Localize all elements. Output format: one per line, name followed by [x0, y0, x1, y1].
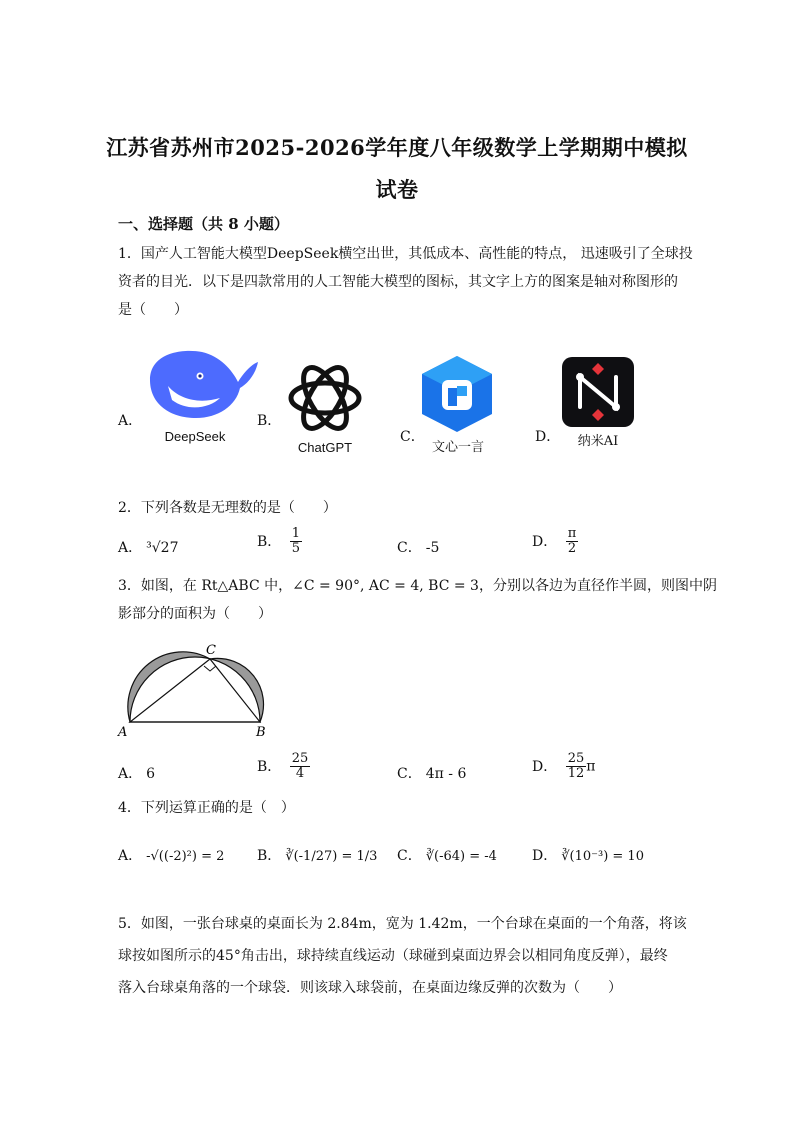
wenxin-cube-icon — [420, 354, 494, 434]
q3-option-d-suffix: π — [586, 758, 596, 775]
q1-option-a-caption: DeepSeek — [164, 429, 226, 444]
q2-option-a — [118, 537, 178, 557]
q2-option-b-fraction — [290, 527, 302, 556]
q1-option-d-caption: 纳米AI — [577, 434, 619, 449]
q3-option-b-fraction — [290, 752, 311, 781]
q1-option-c-caption: 文心一言 — [431, 440, 484, 455]
q4-option-d-label: D． — [532, 848, 558, 864]
q1-option-d-label: D． — [535, 429, 561, 445]
q3-option-b — [257, 752, 310, 781]
q1-stem-line2: 资者的目光．以下是四款常用的人工智能大模型的图标，其文字上方的图案是轴对称图形的 — [118, 274, 678, 290]
q2-option-b-denominator: 5 — [291, 541, 301, 556]
q3-option-c-label: C． — [397, 766, 422, 782]
q4-option-a-label: A． — [118, 848, 143, 864]
semicircle-figure — [110, 640, 280, 740]
q2-option-a-label: A． — [118, 540, 143, 556]
q2-option-d-denominator: 2 — [567, 541, 577, 556]
q3-stem-line1: 3．如图，在 Rt△ABC 中，∠C = 90°, AC = 4, BC = 3，分别以各边为直径作半圆，则图中阴 — [118, 578, 717, 594]
q3-option-d-label: D． — [532, 758, 558, 775]
q3-option-a — [118, 763, 155, 783]
q1-stem-line1: 1．国产人工智能大模型DeepSeek横空出世，其低成本、高性能的特点， 迅速吸引了全球投 — [118, 246, 693, 262]
q2-option-c-label: C． — [397, 540, 422, 556]
q3-option-b-label: B． — [257, 758, 282, 775]
q4-option-c — [397, 845, 497, 865]
q4-option-d — [532, 845, 644, 865]
q3-option-a-value: 6 — [146, 766, 156, 782]
q2-option-d-fraction — [566, 527, 579, 556]
chatgpt-knot-icon — [282, 355, 368, 441]
q4-option-b-label: B． — [257, 848, 282, 864]
q2-option-d-numerator: π — [567, 526, 577, 541]
figure-label-b: B — [256, 725, 266, 740]
q3-option-b-denominator: 4 — [295, 766, 305, 781]
q3-option-a-label: A． — [118, 766, 143, 782]
q2-option-c — [397, 537, 439, 557]
figure-label-a: A — [118, 725, 128, 740]
nami-ai-icon — [562, 357, 634, 427]
q1-option-c-label: C． — [400, 429, 425, 445]
q4-option-c-label: C． — [397, 848, 422, 864]
q2-option-b-label: B． — [257, 533, 282, 550]
q5-stem-line3: 落入台球桌角落的一个球袋．则该球入球袋前，在桌面边缘反弹的次数为（ ） — [118, 980, 622, 996]
q2-option-a-value: ³√27 — [146, 540, 179, 556]
q3-option-d-numerator: 25 — [567, 751, 585, 766]
deepseek-whale-icon — [140, 342, 260, 422]
q2-option-d — [532, 527, 578, 556]
q2-option-b-numerator: 1 — [291, 526, 301, 541]
q4-option-b — [257, 845, 377, 865]
figure-label-c: C — [206, 643, 216, 658]
q2-option-d-label: D． — [532, 533, 558, 550]
q2-stem: 2．下列各数是无理数的是（ ） — [118, 500, 337, 516]
q4-option-a-value: -√((-2)²) = 2 — [146, 849, 225, 864]
q4-stem: 4．下列运算正确的是（ ） — [118, 800, 295, 816]
q1-option-b-label: B． — [257, 413, 282, 429]
q5-stem-line1: 5．如图，一张台球桌的桌面长为 2.84m，宽为 1.42m，一个台球在桌面的一个角落，将该 — [118, 916, 687, 932]
exam-title-line2: 试卷 — [375, 177, 419, 202]
q1-option-b-caption: ChatGPT — [297, 440, 353, 455]
q2-option-c-value: -5 — [425, 540, 440, 556]
q3-option-d — [532, 752, 595, 781]
q4-option-d-value: ∛(10⁻³) = 10 — [561, 849, 644, 864]
q2-option-b — [257, 527, 302, 556]
q3-option-d-denominator: 12 — [567, 766, 585, 781]
q5-stem-line2: 球按如图所示的45°角击出，球持续直线运动（球碰到桌面边界会以相同角度反弹），最终 — [118, 948, 668, 964]
q4-option-b-value: ∛(-1/27) = 1/3 — [285, 849, 378, 864]
q1-option-a-label: A． — [118, 413, 143, 429]
q3-option-d-fraction — [566, 752, 587, 781]
section-heading: 一、选择题（共 8 小题） — [118, 215, 289, 233]
q3-stem-line2: 影部分的面积为（ ） — [118, 606, 272, 622]
q4-option-c-value: ∛(-64) = -4 — [425, 849, 497, 864]
q3-option-c — [397, 763, 466, 783]
q4-option-a — [118, 845, 224, 865]
exam-title: 江苏省苏州市2025-2026学年度八年级数学上学期期中模拟 — [106, 135, 688, 160]
q1-stem-line3: 是（ ） — [118, 302, 188, 318]
q3-option-c-value: 4π - 6 — [425, 766, 467, 782]
q3-option-b-numerator: 25 — [291, 751, 309, 766]
